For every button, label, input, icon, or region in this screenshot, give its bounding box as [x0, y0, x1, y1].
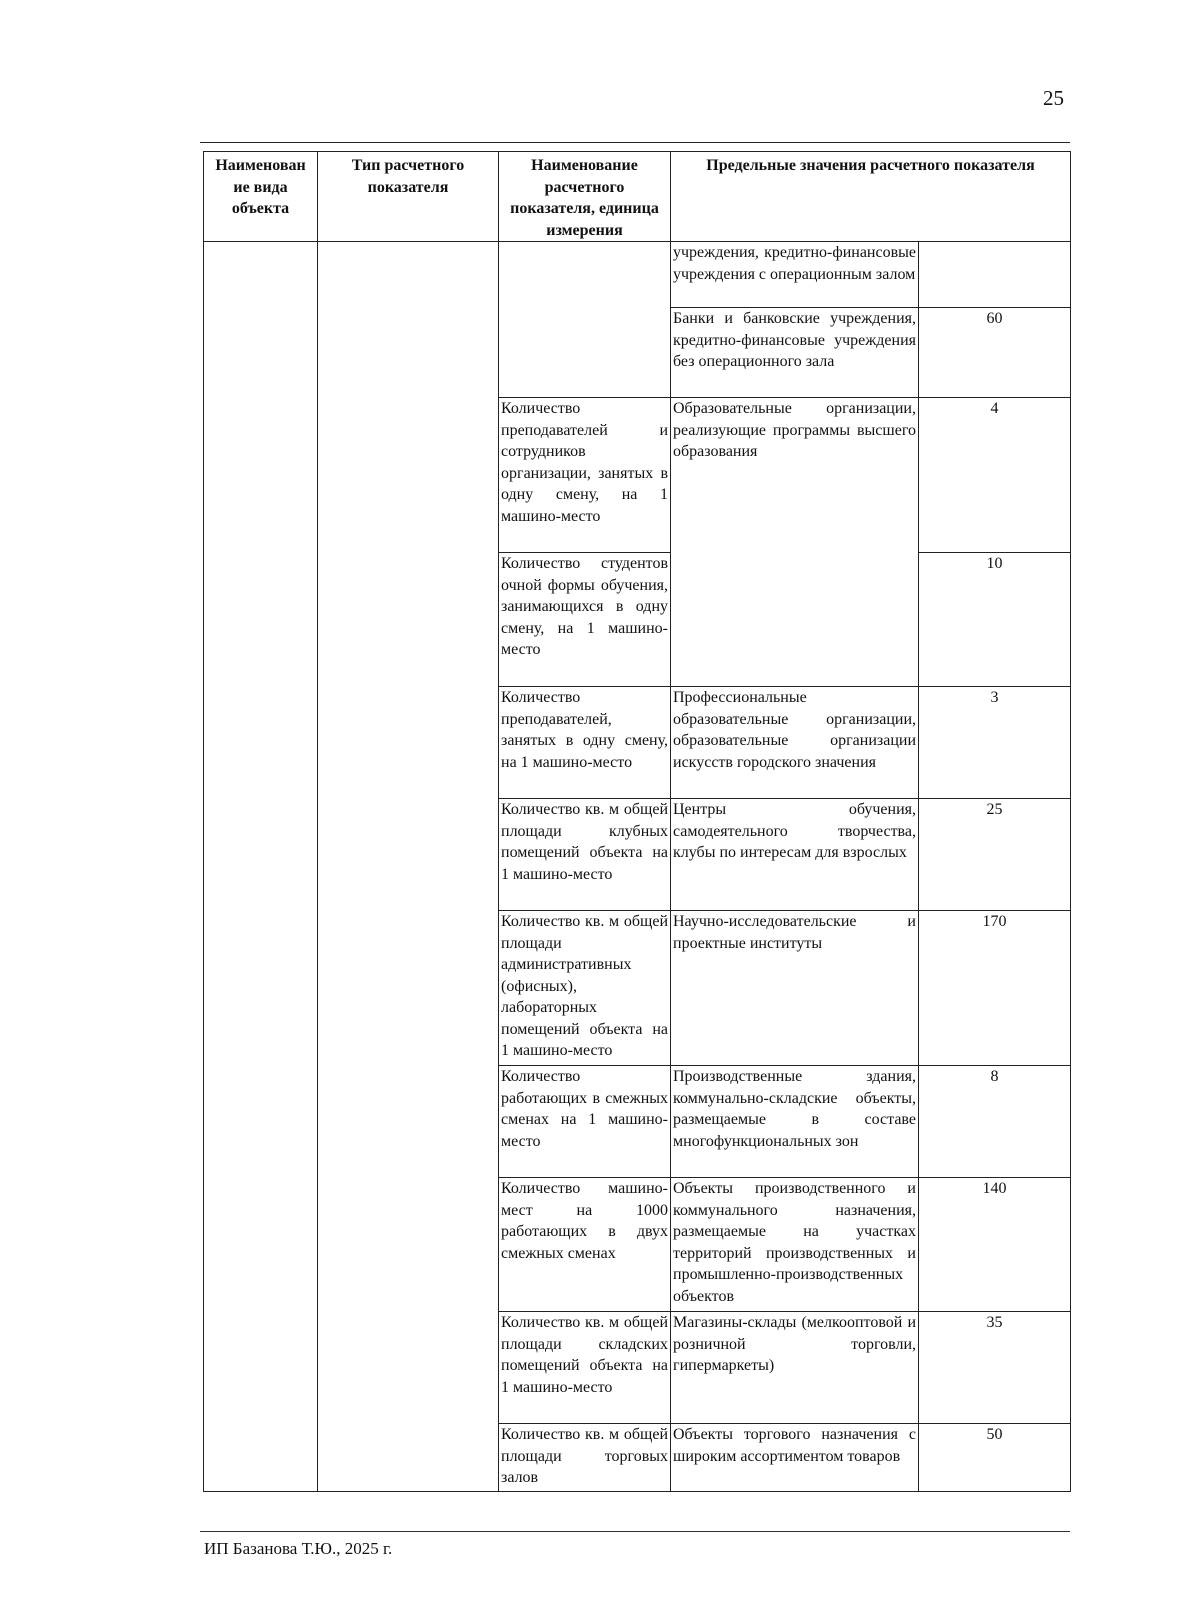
indicator-cell: Количество преподавателей, занятых в одну смену, на 1 машино-место: [499, 687, 671, 799]
value-cell: 4: [919, 398, 1071, 553]
top-rule: [200, 142, 1070, 143]
indicator-type-cell: [318, 242, 499, 1492]
value-cell: 8: [919, 1066, 1071, 1178]
object-kind-cell: [204, 242, 318, 1492]
object-cell: Профессиональные образовательные организации, образовательные организации искусств городского значения: [671, 687, 919, 799]
footer-rule: [200, 1531, 1070, 1532]
object-cell: Производственные здания, коммунально-складские объекты, размещаемые в составе многофункциональных зон: [671, 1066, 919, 1178]
indicator-cell: [499, 242, 671, 398]
header-object-kind: Наименован ие вида объекта: [204, 152, 318, 242]
value-cell: 10: [919, 553, 1071, 687]
indicator-cell: Количество преподавателей и сотрудников организации, занятых в одну смену, на 1 машино-место: [499, 398, 671, 553]
indicators-table: [203, 151, 1071, 1492]
value-cell: 50: [919, 1424, 1071, 1492]
object-cell: Центры обучения, самодеятельного творчества, клубы по интересам для взрослых: [671, 799, 919, 911]
header-indicator-name: Наименование расчетного показателя, единица измерения: [499, 152, 671, 242]
object-cell: Научно-исследовательские и проектные институты: [671, 911, 919, 1066]
value-cell: 35: [919, 1312, 1071, 1424]
indicator-cell: Количество кв. м общей площади торговых залов: [499, 1424, 671, 1492]
table-header-row: [204, 152, 1071, 242]
header-limit-values: Предельные значения расчетного показателя: [671, 152, 1071, 242]
indicator-cell: Количество кв. м общей площади клубных помещений объекта на 1 машино-место: [499, 799, 671, 911]
object-cell: Магазины-склады (мелкооптовой и розничной торговли, гипермаркеты): [671, 1312, 919, 1424]
footer-text: ИП Базанова Т.Ю., 2025 г.: [204, 1539, 393, 1558]
indicator-cell: Количество работающих в смежных сменах на 1 машино-место: [499, 1066, 671, 1178]
value-cell: 170: [919, 911, 1071, 1066]
table-row: [204, 242, 1071, 308]
value-cell: 140: [919, 1178, 1071, 1312]
value-cell: 3: [919, 687, 1071, 799]
indicator-cell: Количество машино-мест на 1000 работающих в двух смежных сменах: [499, 1178, 671, 1312]
header-indicator-type: Тип расчетного показателя: [318, 152, 499, 242]
value-cell: [919, 242, 1071, 308]
object-cell: Объекты торгового назначения с широким ассортиментом товаров: [671, 1424, 919, 1492]
object-cell: учреждения, кредитно-финансовые учреждения с операционным залом: [671, 242, 919, 308]
object-cell: Банки и банковские учреждения, кредитно-финансовые учреждения без операционного зала: [671, 308, 919, 398]
indicator-cell: Количество кв. м общей площади складских помещений объекта на 1 машино-место: [499, 1312, 671, 1424]
value-cell: 25: [919, 799, 1071, 911]
object-cell: Объекты производственного и коммунального назначения, размещаемые на участках территорий производственных и промышленно-производственных объектов: [671, 1178, 919, 1312]
indicator-cell: Количество студентов очной формы обучения, занимающихся в одну смену, на 1 машино-место: [499, 553, 671, 687]
page-number: 25: [1043, 86, 1064, 110]
value-cell: 60: [919, 308, 1071, 398]
indicator-cell: Количество кв. м общей площади административных (офисных), лабораторных помещений объекта на 1 машино-место: [499, 911, 671, 1066]
object-cell: Образовательные организации, реализующие программы высшего образования: [671, 398, 919, 687]
